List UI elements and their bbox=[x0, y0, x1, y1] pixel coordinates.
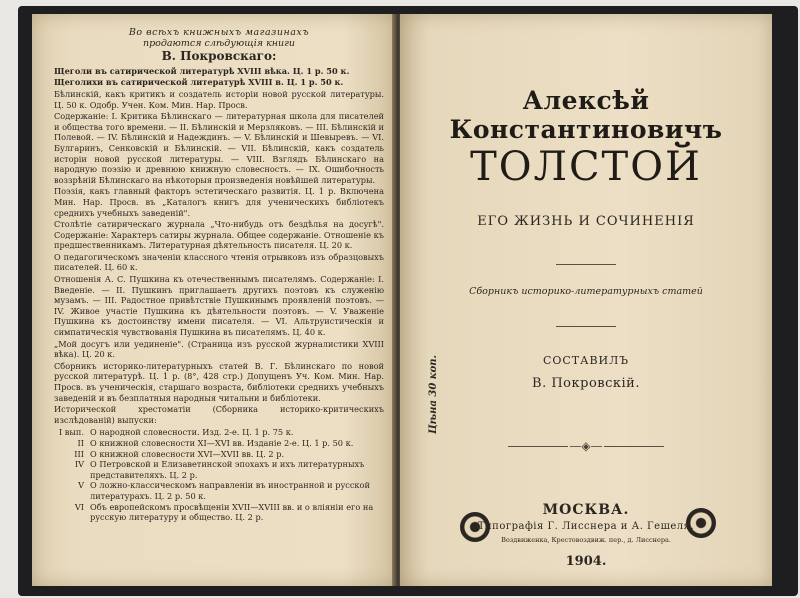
issue-text: О ложно-классическомъ направленіи въ иностранной и русской литературахъ. Ц. 2 р. 50 к. bbox=[90, 480, 370, 501]
printer-address: Воздвиженка, Крестовоздвиж. пер., д. Лисснера. bbox=[501, 536, 671, 544]
advert-paragraph: Бѣлинскій, какъ критикъ и создатель исторіи новой русской литературы. Ц. 50 к. Одобр. Учен. Ком. Мин. Нар. Просв. bbox=[54, 88, 384, 110]
issue-number: IV bbox=[74, 459, 84, 470]
author-name: Алексѣй Константиновичъ bbox=[449, 86, 723, 144]
advert-paragraph: Исторической хрестоматіи (Сборника историко-критическихъ изслѣдованій) выпуски: bbox=[54, 404, 384, 425]
issue-text: О Петровской и Елизаветинской эпохахъ и ихъ литературныхъ представителяхъ. Ц. 2 р. bbox=[90, 459, 365, 480]
issue-number: V bbox=[78, 480, 84, 491]
advert-paragraph: Сборникъ историко-литературныхъ статей В. Г. Бѣлинскаго по новой русской литературѣ. Ц. 1 р. (8°, 428 стр.) Допущенъ Уч. Ком. Мин. Нар. Просв. въ ученическія, старшаго возраста, библіотеки среднихъ учебныхъ заведеній и въ безплатныя народныя читальни и библіотеки. bbox=[54, 360, 384, 403]
list-item bbox=[54, 502, 384, 523]
advert-paragraph: Столѣтіе сатирическаго журнала „Что-нибудь отъ бездѣлья на досугѣ". Содержаніе: Характеръ сатиры журнала. Общее содержаніе. Отношеніе къ предшественникамъ. Литературная дѣятельность писателя. Ц. 20 к. bbox=[54, 219, 384, 251]
issue-number: III bbox=[74, 448, 84, 459]
price-stamp: Цѣна 30 коп. bbox=[428, 355, 439, 434]
list-item bbox=[54, 438, 384, 449]
advert-paragraph: „Мой досугъ или уединеніе". (Страница изъ русской журналистики XVIII вѣка). Ц. 20 к. bbox=[54, 338, 384, 360]
issue-number: VI bbox=[74, 501, 84, 512]
divider bbox=[556, 326, 616, 327]
advert-paragraph: Поэзія, какъ главный факторъ эстетическаго развитія. Ц. 1 р. Включена Мин. Нар. Просв. въ „Каталогъ книгъ для ученическихъ библіотекъ среднихъ учебныхъ заведеній". bbox=[54, 186, 384, 218]
issues-list bbox=[54, 427, 384, 522]
ornament-icon: —◈— bbox=[569, 439, 603, 453]
advert-paragraph: Щеголи въ сатирической литературѣ XVIII вѣка. Ц. 1 р. 50 к. bbox=[54, 65, 350, 76]
list-item bbox=[54, 459, 384, 480]
issue-text: О книжной словесности XVI—XVII вв. Ц. 2 р. bbox=[90, 448, 285, 459]
advert-paragraph: О педагогическомъ значеніи классного чтенія отрывковъ изъ образцовыхъ писателей. Ц. 60 к. bbox=[54, 251, 384, 273]
issue-number: II bbox=[77, 437, 84, 448]
advert-text bbox=[54, 22, 384, 523]
issue-number: I вып. bbox=[58, 427, 84, 438]
list-item bbox=[54, 449, 384, 460]
advert-paragraph: Отношенія А. С. Пушкина къ отечественнымъ писателямъ. Содержаніе: I. Введеніе. — II. Пушкинъ приглашаетъ другихъ поэтовъ къ служенію музамъ. — III. Радостное привѣтствіе Пушкинымъ проявленій поэтовъ. — IV. Живое участіе Пушкина къ дѣятельности поэтовъ. — V. Уваженіе Пушкина къ достоинству имени писателя. — VI. Альтруистическія и симпатическія чувствованія Пушкина въ писателямъ. Ц. 40 к. bbox=[54, 274, 384, 338]
list-item bbox=[54, 480, 384, 501]
advert-header-line1: Во всѣхъ книжныхъ магазинахъ bbox=[128, 27, 310, 38]
book-title: ТОЛСТОЙ bbox=[470, 144, 702, 190]
divider bbox=[604, 446, 664, 447]
printer-name: Типографія Г. Лисснера и А. Гешеля. bbox=[477, 521, 695, 532]
issue-text: О книжной словесности XI—XVI вв. Изданіе 2-е. Ц. 1 р. 50 к. bbox=[90, 437, 354, 448]
right-page bbox=[400, 14, 772, 586]
title-page bbox=[400, 14, 772, 586]
publication-city: МОСКВА. bbox=[542, 502, 630, 518]
list-item bbox=[54, 427, 384, 438]
advert-header-author: В. Покровскаго: bbox=[161, 49, 277, 64]
issue-text: О народной словесности. Изд. 2-е. Ц. 1 р. 75 к. bbox=[90, 427, 294, 438]
book-subtitle: ЕГО ЖИЗНЬ И СОЧИНЕНІЯ bbox=[477, 214, 695, 229]
publication-year: 1904. bbox=[565, 554, 607, 569]
advert-header-line2: продаются слѣдующія книги bbox=[142, 37, 296, 49]
collection-note: Сборникъ историко-литературныхъ статей bbox=[469, 286, 703, 297]
advert-paragraph: Щеголихи въ сатирической литературѣ XVIII в. Ц. 1 р. 50 к. bbox=[54, 77, 344, 88]
advert-paragraph: Содержаніе: I. Критика Бѣлинскаго — литературная школа для писателей и общества того времени. — II. Бѣлинскій и Мерзляковъ. — III. Бѣлинскій и Полевой. — IV. Бѣлинскій и Надеждинъ. — V. Бѣлинскій и Шевыревъ. — VI. Булгаринъ, Сенковскій и Бѣлинскій. — VII. Бѣлинскій, какъ создатель исторіи новой русской литературы. — VIII. Взглядъ Бѣлинскаго на народную поэзію и древнюю книжную словесность. — IX. Ошибочность воззрѣній Бѣлинскаго на нѣкоторыя произведенія новѣйшей литературы. bbox=[54, 111, 384, 185]
compiler-name: В. Покровскій. bbox=[532, 376, 640, 391]
divider bbox=[556, 264, 616, 265]
compiled-by-label: СОСТАВИЛЪ bbox=[542, 354, 630, 367]
left-page bbox=[32, 14, 398, 586]
issue-text: Объ европейскомъ просвѣщеніи XVII—XVIII вв. и о вліяніи его на русскую литературу и общество. Ц. 2 р. bbox=[90, 501, 374, 523]
